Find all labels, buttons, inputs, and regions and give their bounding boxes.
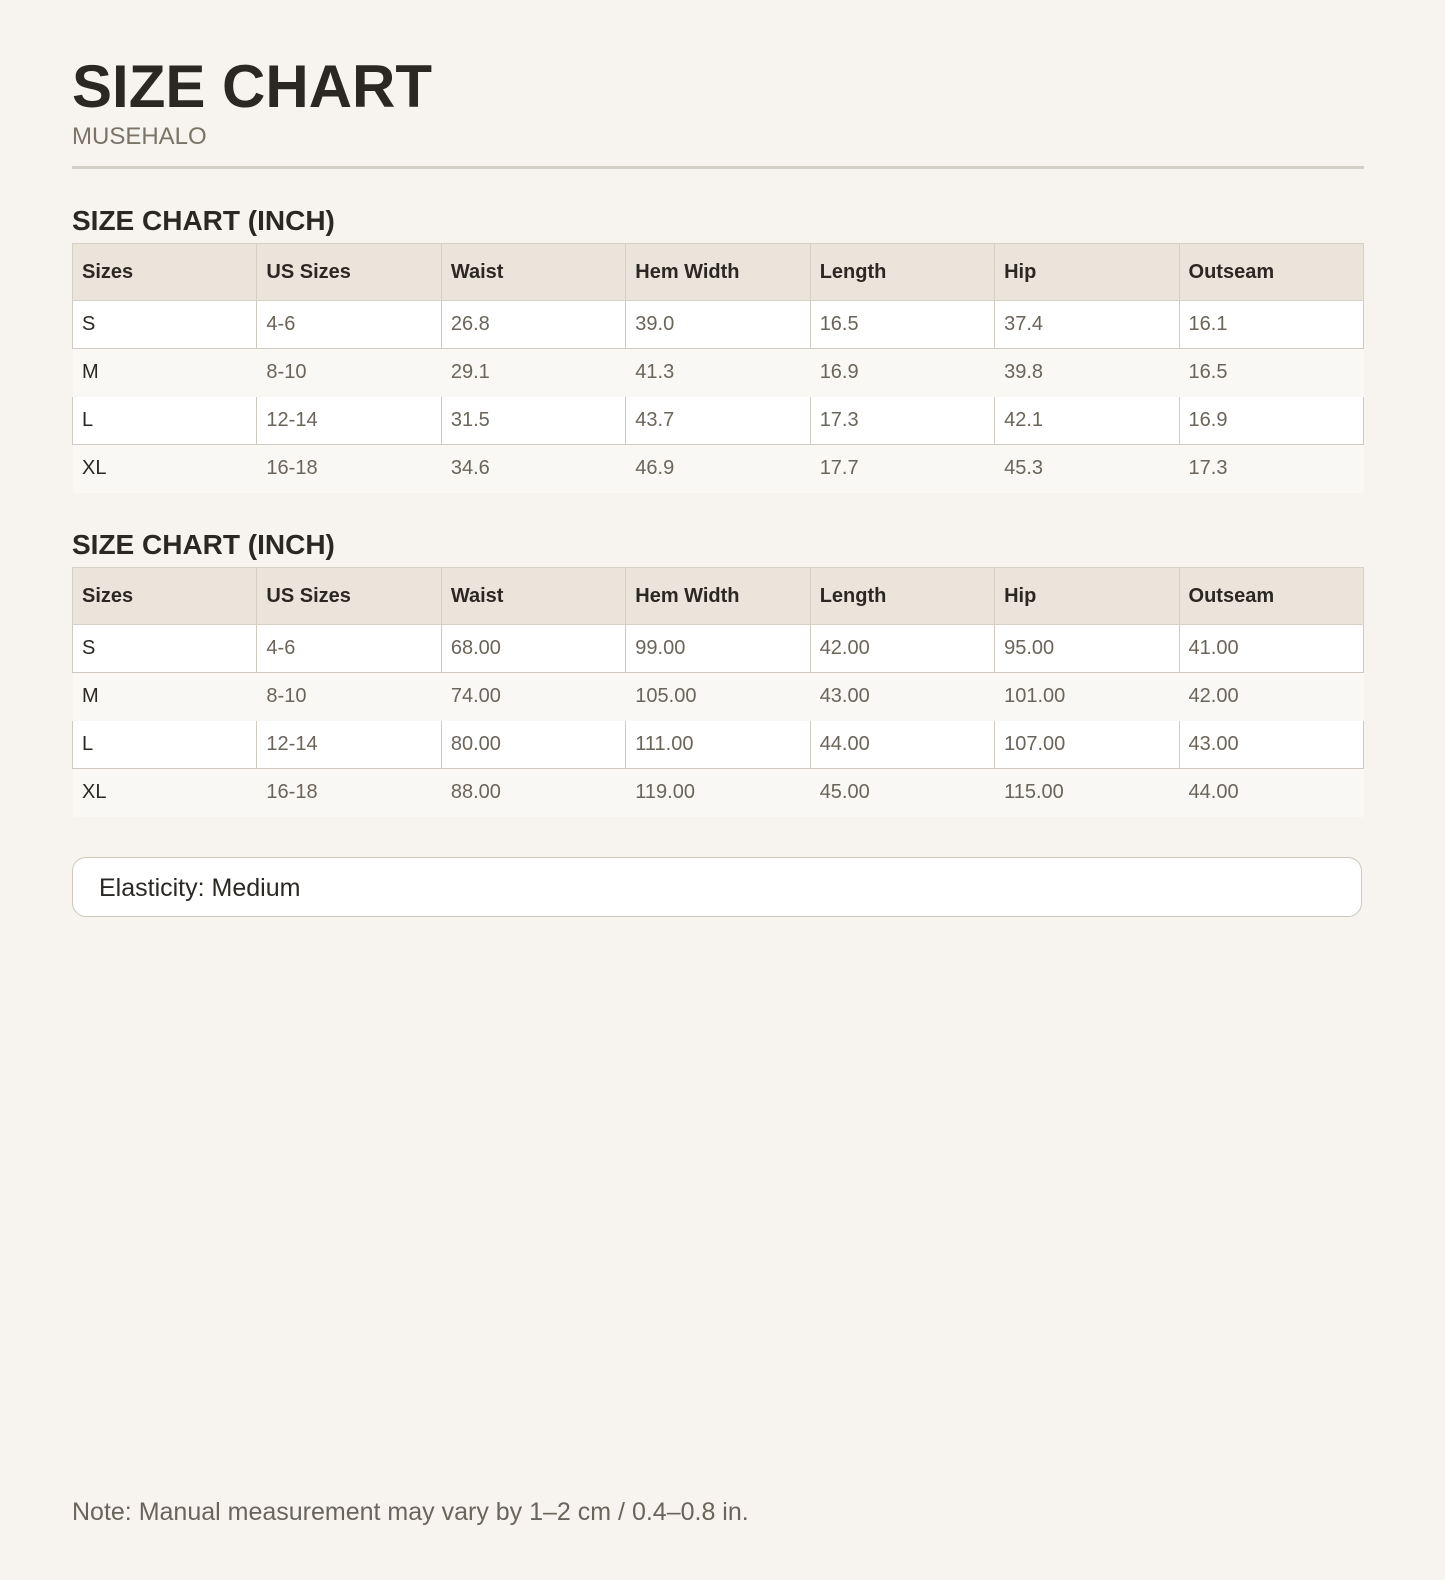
column-header: Sizes [73,568,257,625]
column-header: Hip [995,568,1179,625]
column-header: Hip [995,244,1179,301]
table-cell: 44.00 [810,721,994,769]
section-title: SIZE CHART (INCH) [72,205,335,236]
table-cell: M [73,673,257,721]
table-row [73,349,1364,397]
page-title: SIZE CHART [72,53,432,120]
size-table [72,243,1364,493]
table-cell: 41.00 [1179,625,1363,673]
table-cell: 99.00 [626,625,810,673]
table-cell: 17.7 [810,445,994,493]
table-cell: 45.00 [810,769,994,817]
size-table [72,567,1364,817]
table-cell: XL [73,445,257,493]
table-cell: 17.3 [810,397,994,445]
header-divider [72,166,1364,169]
table-row [73,625,1364,673]
column-header: Sizes [73,244,257,301]
table-cell: 88.00 [441,769,625,817]
table-cell: 16-18 [257,445,441,493]
table-cell: 44.00 [1179,769,1363,817]
table-row [73,397,1364,445]
table-cell: 43.7 [626,397,810,445]
table-cell: 31.5 [441,397,625,445]
column-header: Length [810,568,994,625]
table-cell: 42.00 [1179,673,1363,721]
table-cell: L [73,721,257,769]
table-cell: 68.00 [441,625,625,673]
table-cell: 80.00 [441,721,625,769]
table-row [73,301,1364,349]
table-cell: 42.1 [995,397,1179,445]
table-cell: 12-14 [257,397,441,445]
table-cell: 74.00 [441,673,625,721]
table-row [73,721,1364,769]
column-header: Waist [441,244,625,301]
column-header: Outseam [1179,244,1363,301]
table-cell: 16.5 [1179,349,1363,397]
table-cell: S [73,301,257,349]
section-title: SIZE CHART (INCH) [72,529,335,560]
table-cell: 4-6 [257,301,441,349]
table-cell: 95.00 [995,625,1179,673]
table-cell: 29.1 [441,349,625,397]
size-table-section-2 [72,529,1364,817]
table-cell: 8-10 [257,349,441,397]
table-cell: 4-6 [257,625,441,673]
table-cell: 16.5 [810,301,994,349]
column-header: US Sizes [257,244,441,301]
table-cell: L [73,397,257,445]
measurement-note: Note: Manual measurement may vary by 1–2 cm / 0.4–0.8 in. [72,1498,749,1526]
table-cell: 119.00 [626,769,810,817]
table-cell: 17.3 [1179,445,1363,493]
table-cell: 26.8 [441,301,625,349]
table-cell: 107.00 [995,721,1179,769]
size-table-section-1 [72,205,1364,493]
table-cell: 34.6 [441,445,625,493]
table-header-row [73,568,1364,625]
table-row [73,769,1364,817]
column-header: Waist [441,568,625,625]
table-cell: 16.9 [810,349,994,397]
table-header-row [73,244,1364,301]
table-cell: 43.00 [810,673,994,721]
column-header: US Sizes [257,568,441,625]
column-header: Hem Width [626,244,810,301]
table-cell: 16-18 [257,769,441,817]
table-cell: 16.9 [1179,397,1363,445]
table-cell: 101.00 [995,673,1179,721]
table-cell: 8-10 [257,673,441,721]
column-header: Outseam [1179,568,1363,625]
table-cell: 39.8 [995,349,1179,397]
table-cell: 46.9 [626,445,810,493]
table-cell: 43.00 [1179,721,1363,769]
table-cell: 16.1 [1179,301,1363,349]
table-cell: 41.3 [626,349,810,397]
elasticity-box [72,857,1362,917]
elasticity-label: Elasticity: Medium [99,874,301,902]
table-row [73,673,1364,721]
table-cell: 39.0 [626,301,810,349]
column-header: Length [810,244,994,301]
table-cell: XL [73,769,257,817]
table-cell: 105.00 [626,673,810,721]
table-cell: 45.3 [995,445,1179,493]
table-row [73,445,1364,493]
table-cell: 37.4 [995,301,1179,349]
table-cell: 12-14 [257,721,441,769]
table-cell: 42.00 [810,625,994,673]
table-cell: 111.00 [626,721,810,769]
table-cell: S [73,625,257,673]
table-cell: M [73,349,257,397]
column-header: Hem Width [626,568,810,625]
brand-name: MUSEHALO [72,123,207,150]
table-cell: 115.00 [995,769,1179,817]
